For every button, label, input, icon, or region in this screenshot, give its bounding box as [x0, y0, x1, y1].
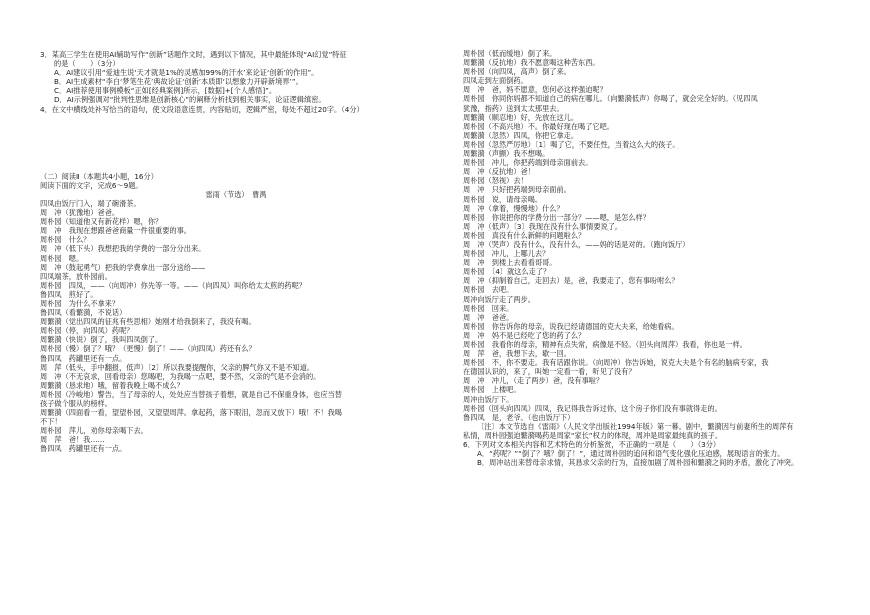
script-line: 四凤由饭厅门入，端了碗滑茶。: [40, 198, 141, 208]
question-6-option-a: A．“药呢？”“倒了？哦？倒了！”，通过周朴园的追问和语气变化强化压迫感，展现语言的张力。: [477, 449, 785, 459]
script-line: 周蘩漪（恳求地）哦，留着我晚上喝不成么？: [40, 380, 184, 390]
script-line: 周冲由饭厅下。: [463, 394, 514, 404]
q3-option-b: B．AI生成素材“李白‘梦笔生花’典故论证‘创新’本质即‘以想象力开辟新境界’”。: [54, 77, 303, 87]
script-line: 周蘩漪（四面看一看，望望朴园，又望望周萍。拿起药，落下眼泪，忽而又放下）哦！不！我喝: [40, 408, 342, 418]
script-line: 犹豫，指药）送到太太那里去。: [463, 103, 564, 113]
script-line: 周朴园 不，你不要走。我有话跟你说。（向周冲）你告诉她，说克大夫是个有名的脑病专家，我: [463, 358, 769, 368]
source-note-1: 〔注〕本文节选自《雷雨》（人民文学出版社1994年版）第一幕。剧中，蘩漪因与前妻所生的周萍有: [477, 421, 794, 431]
answer-space: [40, 114, 432, 172]
script-line: 周朴园 什么？: [40, 235, 91, 245]
script-line: 鲁四凤 药罐里还有一点。: [40, 444, 127, 454]
script-line: 周朴园（回头向四凤）四凤，我记得我告诉过你，这个房子你们没有事就得走的。: [463, 403, 722, 413]
script-line: 周朴园 回来。: [463, 303, 514, 313]
script-line: 周朴园 你说把你的学费分出一部分？——嗯，是怎么样？: [463, 212, 650, 222]
q3-stem-1: 3．某高三学生在使用AI辅助写作“创新”话题作文时，遇到以下情况，其中最能体现“AI幻觉”特征: [40, 50, 347, 59]
script-line-marked-3: 周 冲（低声）〔3〕我现在没有什么事情要说了。: [463, 221, 623, 231]
script-line: 周 冲 爸爸。: [463, 312, 514, 322]
question-6-option-b: B．周冲站出来替母亲求情，其恳求父亲的行为，直接加剧了周朴园和蘩漪之间的矛盾，激化了冲突。: [477, 458, 799, 468]
script-line: 周朴园 我看你的母亲，精神有点失常，病像是不轻。（回头向周萍）我看，你也是一样。: [463, 340, 747, 349]
script-line: 孩子做个服从的榜样。: [40, 399, 112, 408]
script-line: 周 冲 只好把药端到母亲面前。: [463, 185, 571, 195]
script-line: 周朴园 嗯。: [40, 253, 84, 263]
script-line: 不下！: [40, 417, 62, 427]
left-column: [40, 50, 432, 454]
script-line: 周 萍（低头，手中翻报，低声）〔2〕所以我要提醒你，父亲的脾气你又不是不知道。: [40, 362, 315, 372]
script-line: 周朴园 去吧。: [463, 285, 514, 295]
script-line: 周 冲（拿着，慢慢地）什么？: [463, 203, 564, 213]
script-line: 鲁四凤 药罐里还有一点。: [40, 353, 127, 363]
script-line: 四凤端茶，放朴园前。: [40, 271, 112, 281]
script-line: 周蘩漪（顺忍地）好，先放在这儿。: [463, 112, 579, 122]
q3-option-a: A．AI建议引用“爱迪生说‘天才就是1%的灵感加99%的汗水’来论证‘创新’的作用”。: [54, 68, 319, 78]
script-line: 周朴园（冷峻地）警告，当了母亲的人，处处应当替孩子着想，就是自己不保重身体，也应当替: [40, 389, 342, 399]
script-line: 周 冲 妈不是已经吃了您的药了么？: [463, 330, 586, 340]
script-line: 周朴园（慢）倒了？哦？（更慢）倒了！——（向四凤）药还有么？: [40, 344, 256, 354]
script-left: [40, 199, 432, 454]
script-line: 四凤走到左面倒药。: [463, 76, 528, 86]
script-line: 周 冲 爸，妈不愿意，您何必这样强迫呢？: [463, 85, 607, 95]
reading-section-title: （二）阅读Ⅱ（本题共4小题，16分）: [40, 171, 158, 181]
script-line: 周朴园 四凤，——（向周冲）你先等一等。——（向四凤）叫你给太太煎的药呢？: [40, 280, 306, 290]
script-line: 周朴园 冲儿，你把药端到母亲面前去。: [463, 158, 593, 168]
script-line: 周蘩漪（声颤）我不想喝。: [463, 149, 550, 159]
script-line: 周朴园 你告诉你的母亲，说我已经请德国的克大夫来，给她看病。: [463, 321, 679, 331]
script-line: 周蘩漪（反抗地）我不愿意喝这种苦东西。: [463, 58, 600, 68]
script-line: 周蘩漪（忽然）四凤，你把它拿走。: [463, 130, 579, 140]
q3-stem-2: 的是（ ）（3分）: [54, 59, 120, 69]
source-note-2: 私情，周朴园强迫蘩漪喝药是周家“家长”权力的体现，周冲是周家最纯真的孩子。: [463, 430, 723, 440]
script-line-marked-4: 周朴园 〔4〕就这么走了？: [463, 267, 551, 277]
script-line: 周蘩漪（快说）倒了，我叫四凤倒了。: [40, 335, 163, 345]
question-6-stem: 6．下列对文本相关内容和艺术特色的分析鉴赏，不正确的一项是（ ）（3分）: [463, 440, 721, 450]
script-line: 周朴园 冲儿，上哪儿去？: [463, 249, 550, 259]
q3-option-d: D．AI示例强调对“批判性思维是创新核心”的阐释分析找到相关事实，论证逻辑缜密。: [54, 95, 326, 105]
script-line: 周 冲（反抗地）爸！: [463, 167, 535, 177]
script-line: 周蘩漪（觉出四凤的征兆有些思相）她刚才给我倒来了，我没有喝。: [40, 317, 256, 327]
script-line: 周 萍 爸！我……: [40, 435, 105, 445]
script-line: 周 萍 爸，我想下去，歇一回。: [463, 349, 571, 359]
script-line: 周 冲（低下头）我想把我的学费的一部分分出来。: [40, 244, 206, 254]
script-line: 周朴园 真没有什么新鲜的问题啦么？: [463, 230, 586, 240]
script-line: 周 冲 冲儿，（走了两步）爸，没有事啦？: [463, 376, 604, 386]
script-line: 周 冲（哭声）没有什么，没有什么，——妈的话是对的。（跑向饭厅）: [463, 239, 690, 249]
question-3: [40, 50, 432, 105]
script-line: 周 冲 我现在想跟爸爸商量一件很重要的事。: [40, 226, 191, 236]
script-line: 在德国认识的，来了，叫她一定看一看，听见了没有？: [463, 367, 636, 377]
script-line: 周朴园（停，向四凤）药呢？: [40, 326, 134, 336]
script-line: 周朴园 说，请母亲喝。: [463, 194, 543, 204]
right-column: [463, 49, 835, 467]
script-line: 周朴园 为什么不拿来？: [40, 298, 120, 308]
script-line: 鲁四凤 是，老爷。（也由饭厅下）: [463, 412, 575, 422]
script-line: 周朴园（怒视）去！: [463, 176, 528, 186]
script-line: 周朴园（不高兴地）不。你最好现在喝了它吧。: [463, 121, 614, 131]
script-line: 周 冲（抑制着自己，走回去）是，爸，我要走了，您有事吩咐么？: [463, 276, 679, 286]
question-4: 4．在文中横线处补写恰当的语句，使文段语意连贯，内容贴切，逻辑严密，每处不超过20字。（4分）: [40, 104, 364, 114]
script-line: 周朴园（知道他又有新花样）嗯，你？: [40, 217, 163, 227]
script-line: 周 冲 到楼上去看看哥哥。: [463, 258, 557, 268]
script-line: 周 冲（不无哀求，回看母亲）您喝吧，为我喝一点吧，要不然，父亲的气是不会消的。: [40, 371, 321, 381]
q3-option-c: C．AI推荐使用事例模板“正如[经典案例]所示，[数据]+[个人感悟]”。: [54, 86, 277, 96]
script-line: 周 冲（鼓起勇气）把我的学费拿出一部分送给——: [40, 262, 206, 272]
script-line: 周冲向饭厅走了两步。: [463, 294, 535, 304]
script-line: 周朴园（低而缓地）倒了来。: [463, 49, 557, 58]
script-line: 周朴园（向四凤，高声）倒了来。: [463, 67, 571, 77]
script-line-marked-1: 周朴园（忽然严厉地）〔1〕喝了它，不要任性，当着这么大的孩子。: [463, 139, 680, 149]
script-line: 周 冲（犹豫地）爸爸。: [40, 208, 120, 218]
script-line: 周朴园 上楼吧。: [463, 385, 521, 395]
script-line: 鲁四凤 煎好了。: [40, 289, 98, 299]
script-line: 周朴园 你同你妈都不知道自己的病在哪儿。（向蘩漪低声）你喝了，就会完全好的。（见四凤: [463, 94, 758, 104]
reading-instructions: 阅读下面的文字，完成6～9题。: [40, 180, 143, 190]
script-line: 鲁四凤（看蘩漪，不说话）: [40, 308, 127, 318]
excerpt-title: 雷雨（节选） 曹禺: [205, 189, 267, 199]
script-line: 周朴园 萍儿，劝你母亲喝下去。: [40, 426, 148, 436]
